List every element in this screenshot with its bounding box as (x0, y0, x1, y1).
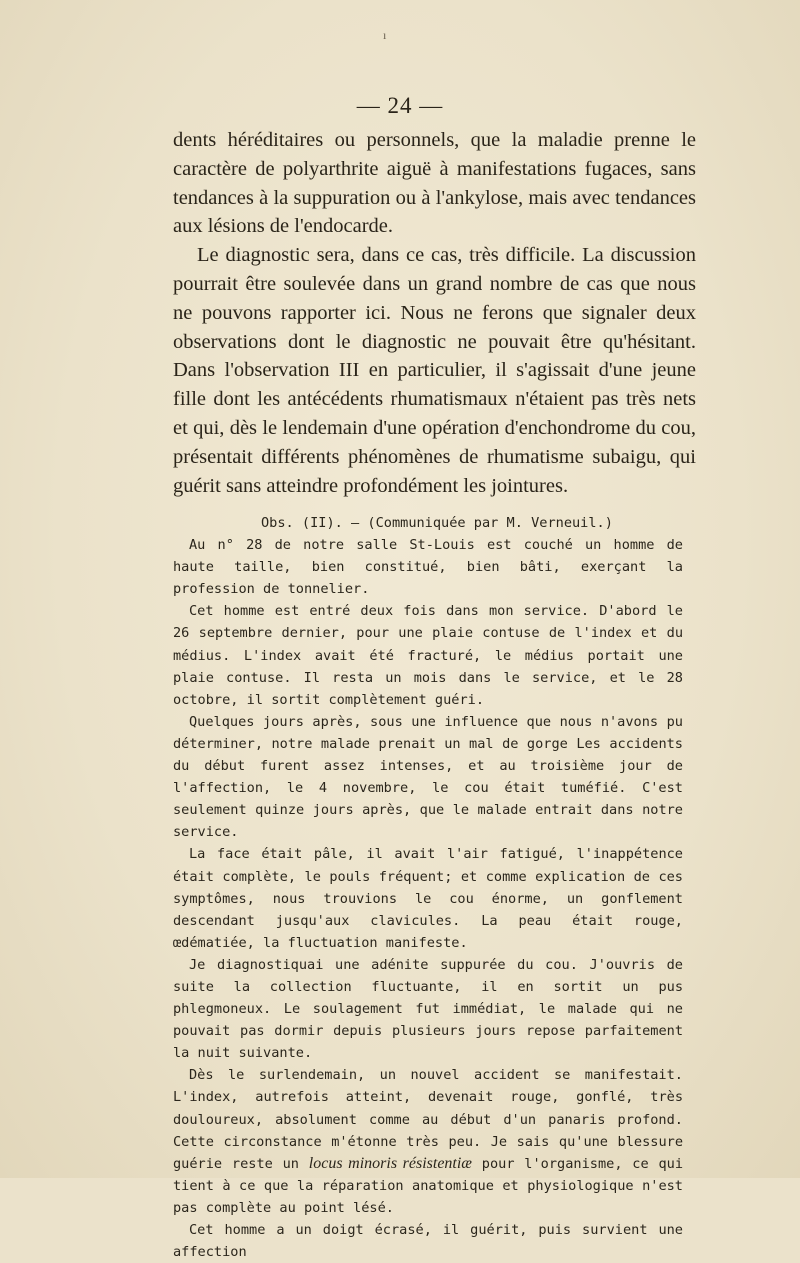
main-text (173, 126, 696, 500)
scan-mark: ı (383, 28, 387, 42)
text-span: pour l'organisme, ce qui tient à ce que la réparation anatomique et physiologique n'est pas complète au point lésé. (173, 1155, 683, 1216)
paragraph: Le diagnostic sera, dans ce cas, très difficile. La discussion pourrait être soulevée dans un grand nombre de cas que nous ne pouvons rapporter ici. Nous ne ferons que signaler deux observations dont le diagnostic ne pouvait être qu'hésitant. Dans l'observation III en particulier, il s'agissait d'une jeune fille dont les antécédents rhumatismaux n'étaient pas très nets et qui, dès le lendemain d'une opération d'enchondrome du cou, présentait différents phénomènes de rhumatisme subaigu, qui guérit sans atteindre profondément les jointures. (173, 244, 696, 497)
observation-block (173, 512, 683, 1263)
latin-phrase: locus minoris résistentiæ (308, 1154, 472, 1172)
observation-paragraph: Je diagnostiquai une adénite suppurée du cou. J'ouvris de suite la collection fluctuante, il en sortit un pus phlegmoneux. Le soulagement fut immédiat, le malade qui ne pouvait pas dormir depuis plusieurs jours repose parfaitement la nuit suivante. (173, 956, 683, 1062)
observation-paragraph: La face était pâle, il avait l'air fatigué, l'inappétence était complète, le pouls fréquent; et comme explication de ces symptômes, nous trouvions le cou énorme, un gonflement descendant jusqu'aux clavicules. La peau était rouge, œdématiée, la fluctuation manifeste. (173, 846, 683, 951)
observation-paragraph: Cet homme est entré deux fois dans mon service. D'abord le 26 septembre dernier, pour une plaie contuse de l'index et du médius. L'index avait été fracturé, le médius portait une plaie contuse. Il resta un mois dans le service, et le 28 octobre, il sortit complètement guéri. (173, 603, 683, 708)
observation-paragraph: Cet homme a un doigt écrasé, il guérit, puis survient une affection (173, 1222, 683, 1261)
observation-paragraph: Quelques jours après, sous une influence que nous n'avons pu déterminer, notre malade prenait un mal de gorge Les accidents du début furent assez intenses, et au troisième jour de l'affection, le 4 novembre, le cou était tuméfié. C'est seulement quinze jours après, que le malade entrait dans notre service. (173, 713, 683, 841)
observation-heading: Obs. (II). — (Communiquée par M. Verneuil.) (261, 515, 613, 531)
page-number: — 24 — (356, 93, 444, 118)
text-span: Dès le surlendemain, un nouvel accident se manifestait. L'index, autrefois atteint, devenait rouge, gonflé, très douloureux, absolument comme au début d'un panaris profond. Cette circonstance m'étonne très peu. Je sais qu'une blessure guérie reste un (173, 1067, 683, 1172)
observation-paragraph (173, 1064, 683, 1219)
paragraph: dents héréditaires ou personnels, que la maladie prenne le caractère de polyarthrite aiguë à manifestations fugaces, sans tendances à la suppuration ou à l'ankylose, mais avec tendances aux lésions de l'endocarde. (173, 129, 696, 238)
observation-paragraph: Au n° 28 de notre salle St-Louis est couché un homme de haute taille, bien constitué, bien bâti, exerçant la profession de tonnelier. (173, 537, 683, 598)
